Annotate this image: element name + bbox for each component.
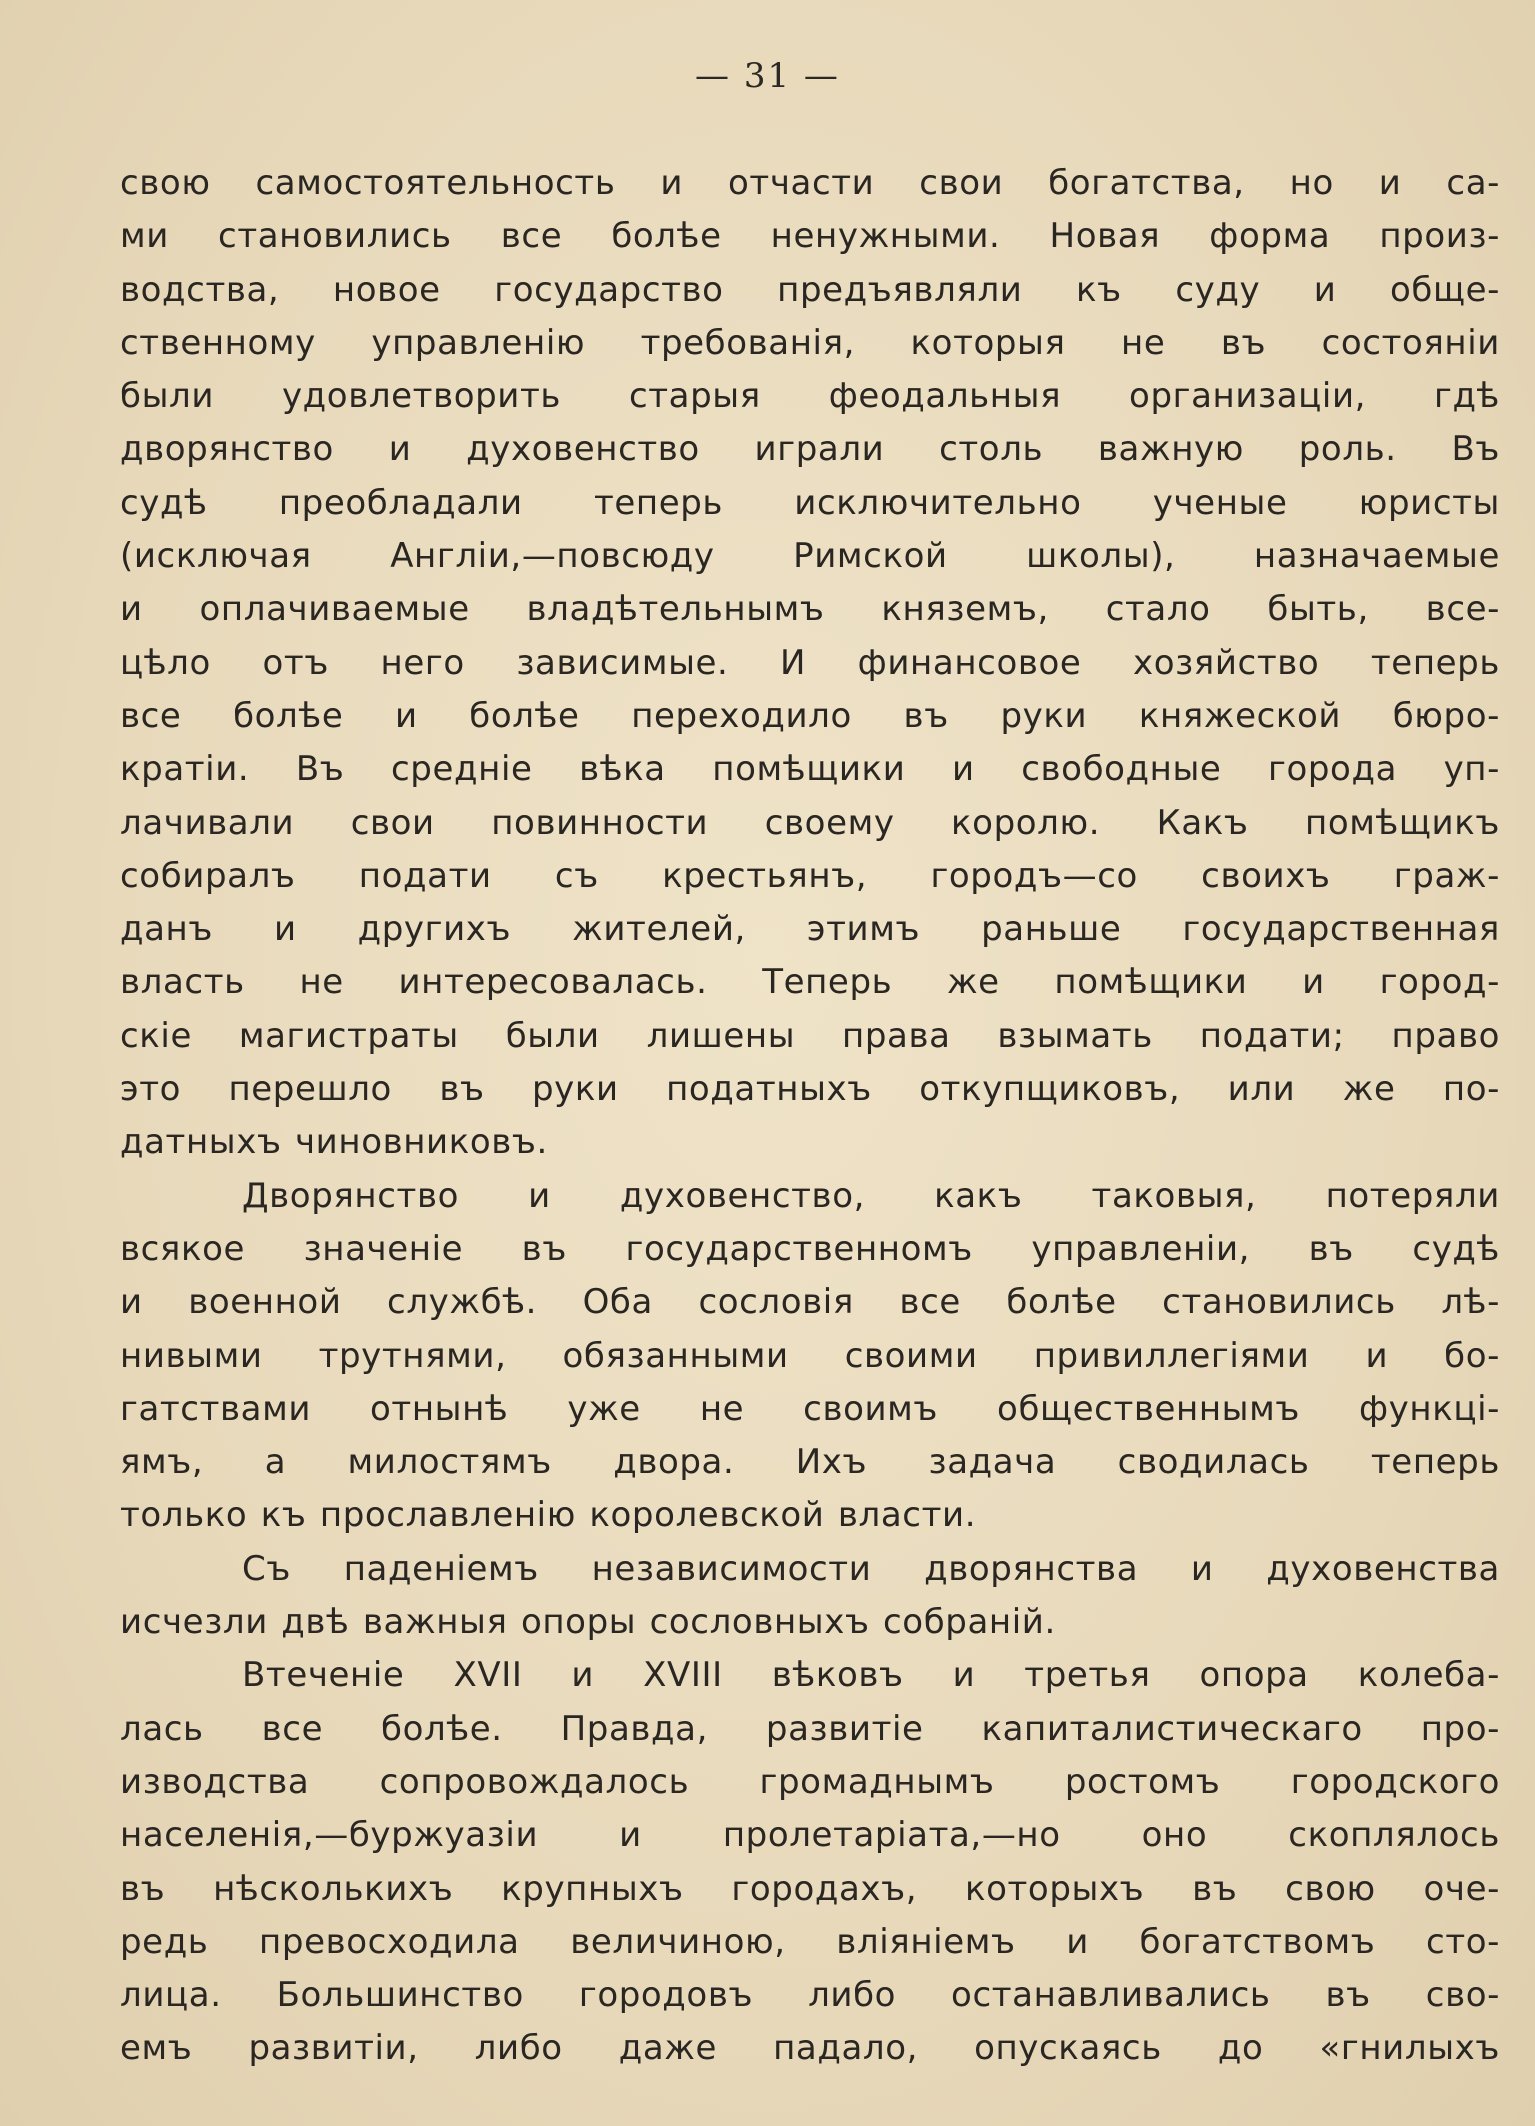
text-line: лась все болѣе. Правда, развитіе капиталистическаго про- (120, 1708, 1500, 1749)
text-line: кратіи. Въ средніе вѣка помѣщики и свободные города уп- (120, 749, 1500, 790)
text-line: все болѣе и болѣе переходило въ руки княжеской бюро- (120, 695, 1500, 736)
text-line: судѣ преобладали теперь исключительно ученые юристы (120, 482, 1500, 523)
paragraph (120, 1649, 1500, 2075)
text-line: лачивали свои повинности своему королю. Какъ помѣщикъ (120, 802, 1500, 843)
paragraph (120, 1170, 1500, 1543)
paragraph (120, 157, 1500, 1170)
text-line: ми становились все болѣе ненужными. Новая форма произ- (120, 216, 1500, 257)
body-text (120, 157, 1500, 2076)
text-line: въ нѣсколькихъ крупныхъ городахъ, которыхъ въ свою оче- (120, 1868, 1500, 1909)
text-line: и военной службѣ. Оба сословія все болѣе становились лѣ- (120, 1282, 1500, 1323)
text-line: редь превосходила величиною, вліяніемъ и богатствомъ сто- (120, 1921, 1500, 1962)
text-line: дворянство и духовенство играли столь важную роль. Въ (120, 429, 1500, 470)
text-line: власть не интересовалась. Теперь же помѣщики и город- (120, 962, 1500, 1003)
text-line: Съ паденіемъ независимости дворянства и духовенства (242, 1548, 1500, 1589)
text-line: лица. Большинство городовъ либо останавливались въ сво- (120, 1975, 1500, 2016)
text-line: всякое значеніе въ государственномъ управленіи, въ судѣ (120, 1228, 1500, 1269)
text-line: водства, новое государство предъявляли къ суду и обще- (120, 269, 1500, 310)
text-line: датныхъ чиновниковъ. (120, 1122, 548, 1163)
text-line: изводства сопровождалось громаднымъ ростомъ городского (120, 1761, 1500, 1802)
text-line: цѣло отъ него зависимые. И финансовое хозяйство теперь (120, 642, 1500, 683)
text-line: это перешло въ руки податныхъ откупщиковъ, или же по- (120, 1069, 1500, 1110)
text-line: были удовлетворить старыя феодальныя организаціи, гдѣ (120, 376, 1500, 417)
text-line: населенія,—буржуазіи и пролетаріата,—но оно скоплялось (120, 1815, 1500, 1856)
text-line: Втеченіе XVII и XVIII вѣковъ и третья опора колеба- (242, 1655, 1500, 1696)
text-line: скіе магистраты были лишены права взымать подати; право (120, 1015, 1500, 1056)
page-number: — 31 — (695, 56, 840, 96)
text-line: и оплачиваемые владѣтельнымъ княземъ, стало быть, все- (120, 589, 1500, 630)
paragraph (120, 1543, 1500, 1650)
text-line: (исключая Англіи,—повсюду Римской школы), назначаемые (120, 536, 1500, 577)
text-line: собиралъ подати съ крестьянъ, городъ—со своихъ граж- (120, 855, 1500, 896)
text-line: Дворянство и духовенство, какъ таковыя, потеряли (242, 1175, 1500, 1216)
text-line: нивыми трутнями, обязанными своими привиллегіями и бо- (120, 1335, 1500, 1376)
text-line: свою самостоятельность и отчасти свои богатства, но и са- (120, 163, 1500, 203)
text-line: данъ и другихъ жителей, этимъ раньше государственная (120, 909, 1500, 950)
text-line: только къ прославленію королевской власти. (120, 1495, 977, 1536)
text-line: емъ развитіи, либо даже падало, опускаясь до «гнилыхъ (120, 2028, 1500, 2069)
text-line: ямъ, а милостямъ двора. Ихъ задача сводилась теперь (120, 1442, 1500, 1483)
text-line: гатствами отнынѣ уже не своимъ общественнымъ функці- (120, 1388, 1500, 1429)
text-line: исчезли двѣ важныя опоры сословныхъ собраній. (120, 1602, 1056, 1643)
text-line: ственному управленію требованія, которыя не въ состояніи (120, 322, 1500, 363)
